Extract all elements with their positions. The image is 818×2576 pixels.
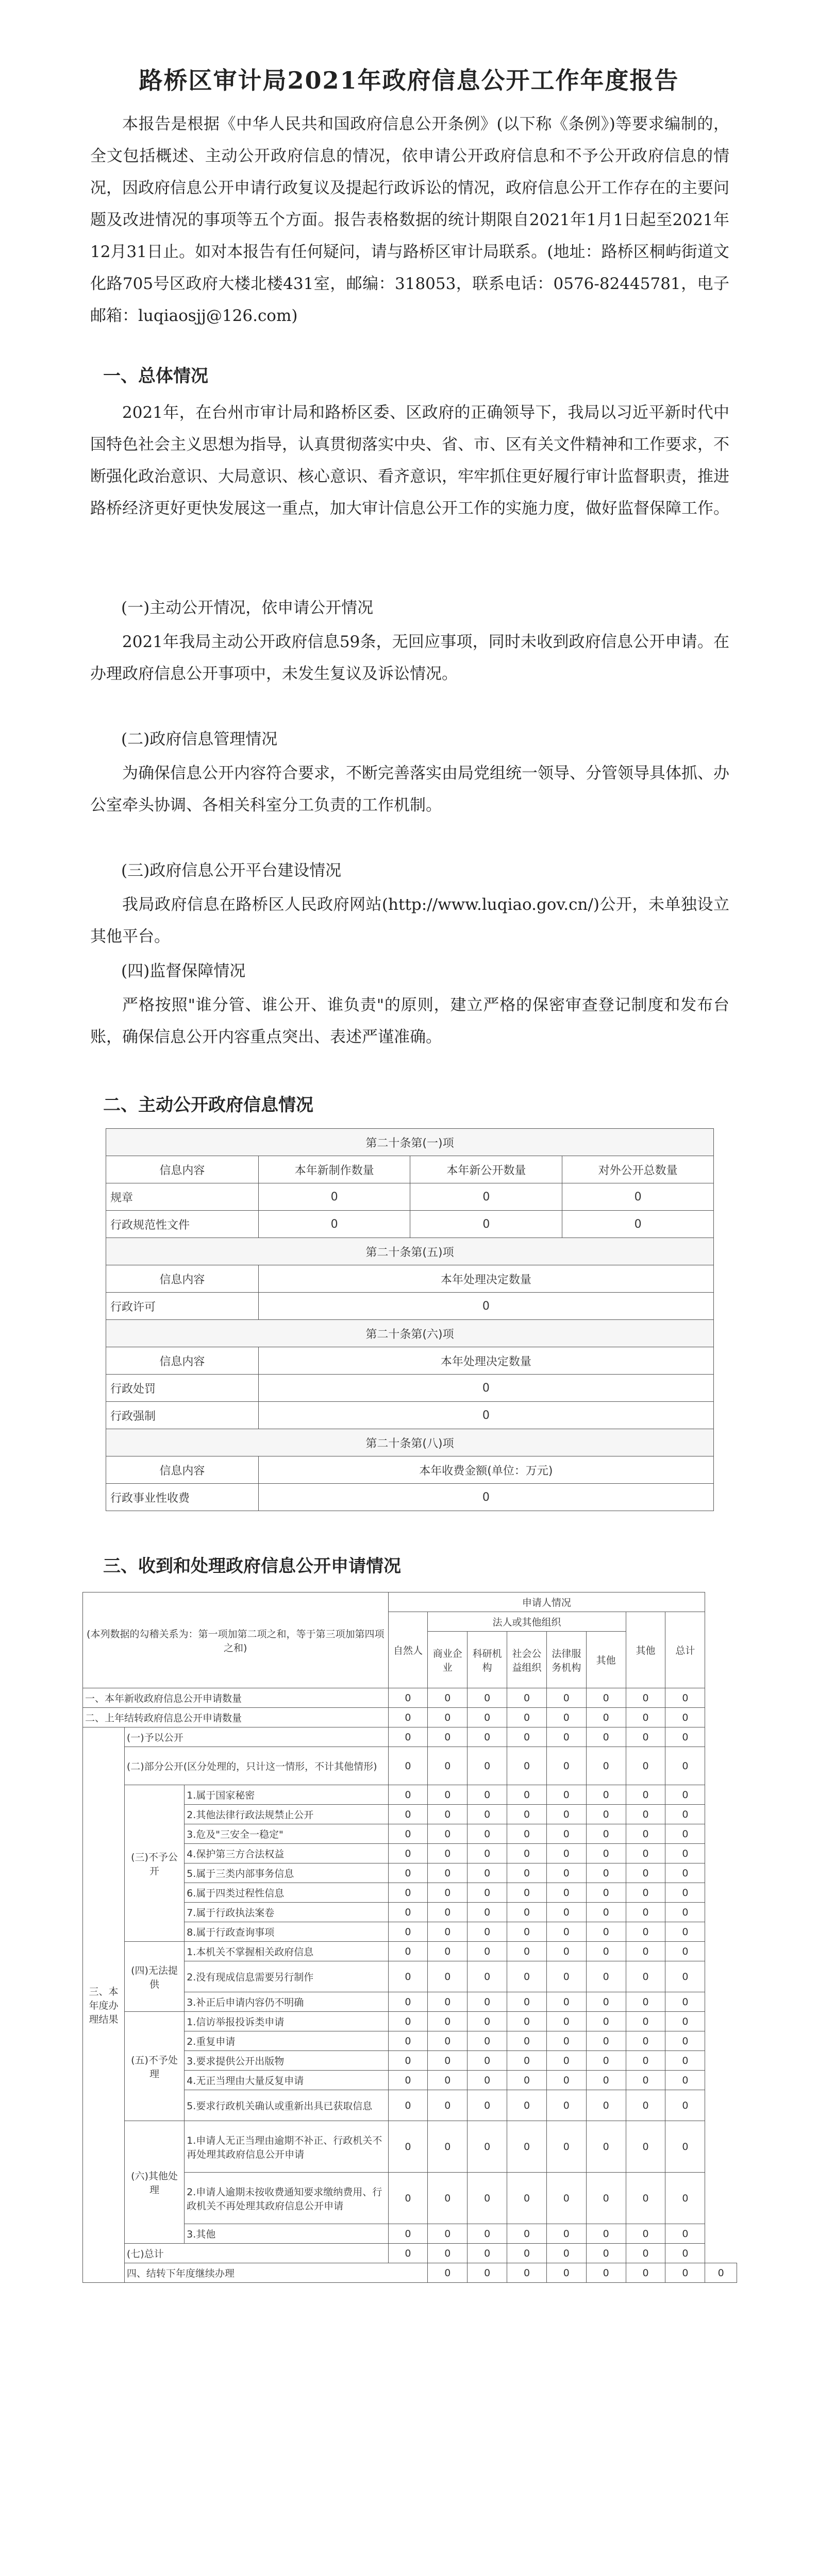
s1-sub-2: (二)政府信息管理情况	[121, 730, 278, 749]
value-cell: 0	[665, 1688, 705, 1708]
value-cell: 0	[586, 2121, 626, 2173]
value-cell: 0	[258, 1375, 713, 1402]
value-cell: 0	[626, 2173, 665, 2224]
value-cell: 0	[546, 1805, 586, 1824]
table-row	[83, 2263, 737, 2283]
header-info-content: 信息内容	[106, 1156, 259, 1183]
value-cell: 0	[428, 1863, 468, 1883]
value-cell: 0	[586, 1824, 626, 1844]
row-label: (七)总计	[124, 2244, 388, 2263]
legal-entity-header: 法人或其他组织	[428, 1612, 626, 1632]
total-header: 总计	[665, 1612, 705, 1688]
value-cell: 0	[586, 1883, 626, 1903]
value-cell: 0	[546, 1903, 586, 1922]
value-cell: 0	[468, 1805, 507, 1824]
row-label: (二)部分公开(区分处理的，只计这一情形，不计其他情形)	[124, 1747, 388, 1785]
value-cell: 0	[665, 1883, 705, 1903]
other-header: 其他	[626, 1612, 665, 1688]
value-cell: 0	[626, 1708, 665, 1727]
value-cell: 0	[626, 1844, 665, 1863]
section-1-heading: 一、总体情况	[103, 366, 208, 386]
value-cell: 0	[586, 1727, 626, 1747]
value-cell: 0	[428, 1747, 468, 1785]
value-cell: 0	[388, 1961, 428, 1992]
group-label: (四)无法提供	[124, 1942, 184, 2012]
value-cell: 0	[626, 2051, 665, 2071]
value-cell: 0	[626, 2012, 665, 2031]
value-cell: 0	[546, 2121, 586, 2173]
value-cell: 0	[388, 1844, 428, 1863]
value-cell: 0	[258, 1183, 410, 1211]
value-cell: 0	[626, 2244, 665, 2263]
table-row	[83, 1747, 737, 1785]
value-cell: 0	[258, 1211, 410, 1238]
row-label: 2.申请人逾期未按收费通知要求缴纳费用、行政机关不再处理其政府信息公开申请	[185, 2173, 388, 2224]
value-cell: 0	[586, 1747, 626, 1785]
row-label: 4.无正当理由大量反复申请	[185, 2071, 388, 2090]
value-cell: 0	[586, 2071, 626, 2090]
value-cell: 0	[428, 2051, 468, 2071]
value-cell: 0	[428, 2090, 468, 2121]
value-cell: 0	[428, 2263, 468, 2283]
value-cell: 0	[468, 1903, 507, 1922]
value-cell: 0	[507, 1961, 547, 1992]
row-label: 2.没有现成信息需要另行制作	[185, 1961, 388, 1992]
value-cell: 0	[388, 1727, 428, 1747]
value-cell: 0	[507, 2051, 547, 2071]
value-cell: 0	[428, 1785, 468, 1805]
value-cell: 0	[665, 1824, 705, 1844]
row-label: 6.属于四类过程性信息	[185, 1883, 388, 1903]
value-cell: 0	[388, 2173, 428, 2224]
value-cell: 0	[468, 2173, 507, 2224]
value-cell: 0	[586, 1708, 626, 1727]
value-cell: 0	[258, 1402, 713, 1429]
row-label: 1.申请人无正当理由逾期不补正、行政机关不再处理其政府信息公开申请	[185, 2121, 388, 2173]
row-label: 5.要求行政机关确认或重新出具已获取信息	[185, 2090, 388, 2121]
value-cell: 0	[388, 1805, 428, 1824]
value-cell: 0	[626, 1863, 665, 1883]
value-cell: 0	[586, 1961, 626, 1992]
legal-service-header: 法律服务机构	[546, 1632, 586, 1688]
value-cell: 0	[507, 2224, 547, 2244]
row-label: 一、本年新收政府信息公开申请数量	[83, 1688, 389, 1708]
value-cell: 0	[705, 2263, 737, 2283]
row-label: 行政规范性文件	[106, 1211, 259, 1238]
value-cell: 0	[507, 1992, 547, 2012]
article-20-6-header: 第二十条第(六)项	[106, 1320, 714, 1347]
value-cell: 0	[665, 2173, 705, 2224]
value-cell: 0	[586, 1903, 626, 1922]
s1-paragraph-1: 2021年，在台州市审计局和路桥区委、区政府的正确领导下，我局以习近平新时代中国特色社会主义思想为指导，认真贯彻落实中央、省、市、区有关文件精神和工作要求，不断强化政治意识、大局意识、核心意识、看齐意识，牢牢抓住更好履行审计监督职责，推进路桥经济更好更快发展这一重点，加大审计信息公开工作的实施力度，做好监督保障工作。	[90, 403, 729, 518]
row-label: 1.信访举报投诉类申请	[185, 2012, 388, 2031]
value-cell: 0	[507, 2012, 547, 2031]
row-label: 8.属于行政查询事项	[185, 1922, 388, 1942]
value-cell: 0	[626, 2031, 665, 2051]
page-title: 路桥区审计局2021年政府信息公开工作年度报告	[139, 66, 679, 94]
article-20-8-header: 第二十条第(八)项	[106, 1429, 714, 1456]
value-cell: 0	[586, 1992, 626, 2012]
public-welfare-header: 社会公益组织	[507, 1632, 547, 1688]
value-cell: 0	[428, 1922, 468, 1942]
value-cell: 0	[626, 2071, 665, 2090]
value-cell: 0	[388, 2012, 428, 2031]
value-cell: 0	[546, 1785, 586, 1805]
value-cell: 0	[546, 1727, 586, 1747]
value-cell: 0	[507, 2090, 547, 2121]
value-cell: 0	[468, 2224, 507, 2244]
value-cell: 0	[546, 1708, 586, 1727]
value-cell: 0	[626, 1942, 665, 1961]
value-cell: 0	[546, 2173, 586, 2224]
value-cell: 0	[665, 2012, 705, 2031]
value-cell: 0	[507, 2263, 547, 2283]
value-cell: 0	[468, 1708, 507, 1727]
value-cell: 0	[546, 2012, 586, 2031]
value-cell: 0	[665, 2121, 705, 2173]
s1-paragraph-4: 我局政府信息在路桥区人民政府网站(http://www.luqiao.gov.cn/)公开，未单独设立其他平台。	[90, 895, 729, 946]
table-row	[83, 1727, 737, 1747]
s1-paragraph-2: 2021年我局主动公开政府信息59条，无回应事项，同时未收到政府信息公开申请。在办理政府信息公开事项中，未发生复议及诉讼情况。	[90, 633, 729, 683]
value-cell: 0	[586, 1785, 626, 1805]
value-cell: 0	[626, 2263, 665, 2283]
value-cell: 0	[546, 1688, 586, 1708]
row-label: 5.属于三类内部事务信息	[185, 1863, 388, 1883]
value-cell: 0	[665, 2224, 705, 2244]
row-label: 行政事业性收费	[106, 1484, 259, 1511]
value-cell: 0	[586, 2173, 626, 2224]
value-cell: 0	[388, 2224, 428, 2244]
value-cell: 0	[586, 1863, 626, 1883]
value-cell: 0	[507, 2121, 547, 2173]
other-org-header: 其他	[586, 1632, 626, 1688]
row-label: 3.其他	[185, 2224, 388, 2244]
natural-person-header: 自然人	[388, 1612, 428, 1688]
table-row	[83, 1942, 737, 1961]
value-cell: 0	[468, 1727, 507, 1747]
value-cell: 0	[468, 1942, 507, 1961]
header-new-published: 本年新公开数量	[410, 1156, 562, 1183]
value-cell: 0	[626, 2090, 665, 2121]
value-cell: 0	[468, 2051, 507, 2071]
value-cell: 0	[258, 1293, 713, 1320]
value-cell: 0	[258, 1484, 713, 1511]
table-row	[83, 1785, 737, 1805]
value-cell: 0	[410, 1211, 562, 1238]
value-cell: 0	[388, 1922, 428, 1942]
value-cell: 0	[428, 2224, 468, 2244]
row-label: 2.其他法律行政法规禁止公开	[185, 1805, 388, 1824]
value-cell: 0	[546, 1844, 586, 1863]
value-cell: 0	[507, 1805, 547, 1824]
result-group-label: 三、本年度办理结果	[83, 1727, 125, 2283]
active-disclosure-table	[106, 1128, 714, 1511]
value-cell: 0	[586, 1805, 626, 1824]
row-label: 行政许可	[106, 1293, 259, 1320]
value-cell: 0	[586, 1922, 626, 1942]
value-cell: 0	[388, 2071, 428, 2090]
value-cell: 0	[586, 2031, 626, 2051]
value-cell: 0	[507, 1727, 547, 1747]
value-cell: 0	[586, 2012, 626, 2031]
value-cell: 0	[388, 2244, 428, 2263]
value-cell: 0	[546, 1942, 586, 1961]
value-cell: 0	[388, 1708, 428, 1727]
value-cell: 0	[586, 2090, 626, 2121]
value-cell: 0	[586, 1688, 626, 1708]
value-cell: 0	[626, 1688, 665, 1708]
value-cell: 0	[665, 1785, 705, 1805]
value-cell: 0	[626, 1883, 665, 1903]
value-cell: 0	[546, 1961, 586, 1992]
value-cell: 0	[507, 2071, 547, 2090]
article-20-1-header: 第二十条第(一)项	[106, 1129, 714, 1156]
article-20-5-header: 第二十条第(五)项	[106, 1238, 714, 1265]
value-cell: 0	[665, 1961, 705, 1992]
value-cell: 0	[428, 1708, 468, 1727]
value-cell: 0	[546, 2263, 586, 2283]
value-cell: 0	[626, 1727, 665, 1747]
value-cell: 0	[546, 2224, 586, 2244]
value-cell: 0	[388, 2121, 428, 2173]
intro-paragraph: 本报告是根据《中华人民共和国政府信息公开条例》(以下称《条例》)等要求编制的，全文包括概述、主动公开政府信息的情况，依申请公开政府信息和不予公开政府信息的情况，因政府信息公开申请行政复议及提起行政诉讼的情况，政府信息公开工作存在的主要问题及改进情况的事项等五个方面。报告表格数据的统计期限自2021年1月1日起至2021年12月31日止。如对本报告有任何疑问，请与路桥区审计局联系。(地址：路桥区桐屿街道文化路705号区政府大楼北楼431室，邮编：318053，联系电话：0576-82445781，电子邮箱：luqiaosjj@126.com)	[90, 115, 729, 325]
value-cell: 0	[546, 1747, 586, 1785]
commercial-header: 商业企业	[428, 1632, 468, 1688]
header-decisions: 本年处理决定数量	[258, 1265, 713, 1293]
value-cell: 0	[388, 2051, 428, 2071]
group-label: (三)不予公开	[124, 1785, 184, 1942]
value-cell: 0	[626, 1922, 665, 1942]
value-cell: 0	[468, 2031, 507, 2051]
value-cell: 0	[546, 1824, 586, 1844]
value-cell: 0	[665, 2263, 705, 2283]
value-cell: 0	[428, 1844, 468, 1863]
s1-sub-4: (四)监督保障情况	[121, 962, 246, 980]
value-cell: 0	[626, 1785, 665, 1805]
table-row	[83, 2244, 737, 2263]
value-cell: 0	[428, 2031, 468, 2051]
section-3-heading: 三、收到和处理政府信息公开申请情况	[103, 1556, 401, 1577]
value-cell: 0	[468, 1922, 507, 1942]
value-cell: 0	[665, 1942, 705, 1961]
value-cell: 0	[586, 2263, 626, 2283]
value-cell: 0	[468, 2121, 507, 2173]
value-cell: 0	[626, 2224, 665, 2244]
value-cell: 0	[428, 2173, 468, 2224]
value-cell: 0	[665, 1708, 705, 1727]
row-label: 3.要求提供公开出版物	[185, 2051, 388, 2071]
value-cell: 0	[507, 1844, 547, 1863]
research-header: 科研机构	[468, 1632, 507, 1688]
value-cell: 0	[665, 1844, 705, 1863]
value-cell: 0	[507, 1824, 547, 1844]
value-cell: 0	[468, 1747, 507, 1785]
value-cell: 0	[586, 2244, 626, 2263]
applicant-header: 申请人情况	[388, 1592, 705, 1612]
value-cell: 0	[428, 1688, 468, 1708]
value-cell: 0	[468, 1883, 507, 1903]
value-cell: 0	[468, 1785, 507, 1805]
value-cell: 0	[428, 2244, 468, 2263]
header-decisions: 本年处理决定数量	[258, 1347, 713, 1375]
value-cell: 0	[665, 1863, 705, 1883]
value-cell: 0	[428, 1903, 468, 1922]
row-label: 1.本机关不掌握相关政府信息	[185, 1942, 388, 1961]
value-cell: 0	[388, 2090, 428, 2121]
value-cell: 0	[410, 1183, 562, 1211]
value-cell: 0	[507, 1883, 547, 1903]
value-cell: 0	[428, 2071, 468, 2090]
value-cell: 0	[507, 1942, 547, 1961]
value-cell: 0	[428, 1805, 468, 1824]
value-cell: 0	[626, 1961, 665, 1992]
value-cell: 0	[428, 1961, 468, 1992]
row-label: 7.属于行政执法案卷	[185, 1903, 388, 1922]
value-cell: 0	[546, 2031, 586, 2051]
value-cell: 0	[507, 1688, 547, 1708]
value-cell: 0	[665, 1922, 705, 1942]
value-cell: 0	[468, 2071, 507, 2090]
value-cell: 0	[388, 2031, 428, 2051]
value-cell: 0	[665, 2031, 705, 2051]
value-cell: 0	[428, 1992, 468, 2012]
value-cell: 0	[665, 2244, 705, 2263]
header-info-content: 信息内容	[106, 1456, 259, 1484]
group-label: (六)其他处理	[124, 2121, 184, 2244]
row-label: 规章	[106, 1183, 259, 1211]
row-label: 3.补正后申请内容仍不明确	[185, 1992, 388, 2012]
value-cell: 0	[507, 2031, 547, 2051]
value-cell: 0	[626, 1805, 665, 1824]
value-cell: 0	[546, 2051, 586, 2071]
value-cell: 0	[665, 1805, 705, 1824]
value-cell: 0	[586, 2224, 626, 2244]
row-label: 3.危及"三安全一稳定"	[185, 1824, 388, 1844]
value-cell: 0	[546, 2090, 586, 2121]
table-row	[83, 1708, 737, 1727]
s1-sub-1: (一)主动公开情况，依申请公开情况	[121, 599, 374, 617]
value-cell: 0	[562, 1183, 714, 1211]
value-cell: 0	[586, 1942, 626, 1961]
table-row	[83, 2012, 737, 2031]
value-cell: 0	[468, 1824, 507, 1844]
value-cell: 0	[428, 1883, 468, 1903]
value-cell: 0	[507, 2244, 547, 2263]
value-cell: 0	[388, 1883, 428, 1903]
value-cell: 0	[546, 1883, 586, 1903]
value-cell: 0	[665, 2071, 705, 2090]
table-row	[83, 1688, 737, 1708]
value-cell: 0	[428, 2121, 468, 2173]
value-cell: 0	[507, 1708, 547, 1727]
value-cell: 0	[507, 1903, 547, 1922]
value-cell: 0	[507, 1785, 547, 1805]
value-cell: 0	[562, 1211, 714, 1238]
value-cell: 0	[665, 1992, 705, 2012]
row-label: 2.重复申请	[185, 2031, 388, 2051]
value-cell: 0	[626, 1747, 665, 1785]
value-cell: 0	[388, 1824, 428, 1844]
s1-sub-3: (三)政府信息公开平台建设情况	[121, 861, 342, 880]
value-cell: 0	[468, 1844, 507, 1863]
value-cell: 0	[546, 1992, 586, 2012]
value-cell: 0	[468, 2012, 507, 2031]
row-label: 行政强制	[106, 1402, 259, 1429]
value-cell: 0	[626, 1992, 665, 2012]
value-cell: 0	[507, 1922, 547, 1942]
section-2-heading: 二、主动公开政府信息情况	[103, 1095, 313, 1115]
row-label: 二、上年结转政府信息公开申请数量	[83, 1708, 389, 1727]
value-cell: 0	[626, 1903, 665, 1922]
value-cell: 0	[468, 2090, 507, 2121]
value-cell: 0	[665, 1903, 705, 1922]
row-label: 4.保护第三方合法权益	[185, 1844, 388, 1863]
header-info-content: 信息内容	[106, 1347, 259, 1375]
application-table	[82, 1592, 737, 2283]
value-cell: 0	[665, 2090, 705, 2121]
value-cell: 0	[388, 1688, 428, 1708]
value-cell: 0	[388, 1785, 428, 1805]
row-label: 四、结转下年度继续办理	[124, 2263, 427, 2283]
table-row	[83, 2121, 737, 2173]
value-cell: 0	[388, 1992, 428, 2012]
value-cell: 0	[507, 1747, 547, 1785]
value-cell: 0	[507, 1863, 547, 1883]
row-label: 1.属于国家秘密	[185, 1785, 388, 1805]
value-cell: 0	[546, 2071, 586, 2090]
value-cell: 0	[468, 2244, 507, 2263]
value-cell: 0	[428, 1824, 468, 1844]
value-cell: 0	[388, 1863, 428, 1883]
row-label: (一)予以公开	[124, 1727, 388, 1747]
value-cell: 0	[428, 2012, 468, 2031]
value-cell: 0	[546, 2244, 586, 2263]
value-cell: 0	[546, 1863, 586, 1883]
table-corner-note: (本列数据的勾稽关系为：第一项加第二项之和，等于第三项加第四项之和)	[83, 1592, 389, 1688]
value-cell: 0	[468, 1992, 507, 2012]
value-cell: 0	[388, 1747, 428, 1785]
value-cell: 0	[507, 2173, 547, 2224]
header-new-made: 本年新制作数量	[258, 1156, 410, 1183]
value-cell: 0	[388, 1942, 428, 1961]
header-fees: 本年收费金额(单位：万元)	[258, 1456, 713, 1484]
group-label: (五)不予处理	[124, 2012, 184, 2121]
value-cell: 0	[468, 1688, 507, 1708]
value-cell: 0	[586, 1844, 626, 1863]
value-cell: 0	[586, 2051, 626, 2071]
header-info-content: 信息内容	[106, 1265, 259, 1293]
value-cell: 0	[428, 1727, 468, 1747]
value-cell: 0	[468, 1961, 507, 1992]
s1-paragraph-5: 严格按照"谁分管、谁公开、谁负责"的原则，建立严格的保密审查登记制度和发布台账，确保信息公开内容重点突出、表述严谨准确。	[90, 996, 729, 1046]
s1-paragraph-3: 为确保信息公开内容符合要求，不断完善落实由局党组统一领导、分管领导具体抓、办公室牵头协调、各相关科室分工负责的工作机制。	[90, 764, 729, 815]
value-cell: 0	[665, 2051, 705, 2071]
value-cell: 0	[468, 1863, 507, 1883]
header-total-published: 对外公开总数量	[562, 1156, 714, 1183]
value-cell: 0	[665, 1727, 705, 1747]
value-cell: 0	[388, 1903, 428, 1922]
value-cell: 0	[428, 1942, 468, 1961]
row-label: 行政处罚	[106, 1375, 259, 1402]
value-cell: 0	[665, 1747, 705, 1785]
value-cell: 0	[626, 1824, 665, 1844]
value-cell: 0	[626, 2121, 665, 2173]
value-cell: 0	[546, 1922, 586, 1942]
value-cell: 0	[468, 2263, 507, 2283]
